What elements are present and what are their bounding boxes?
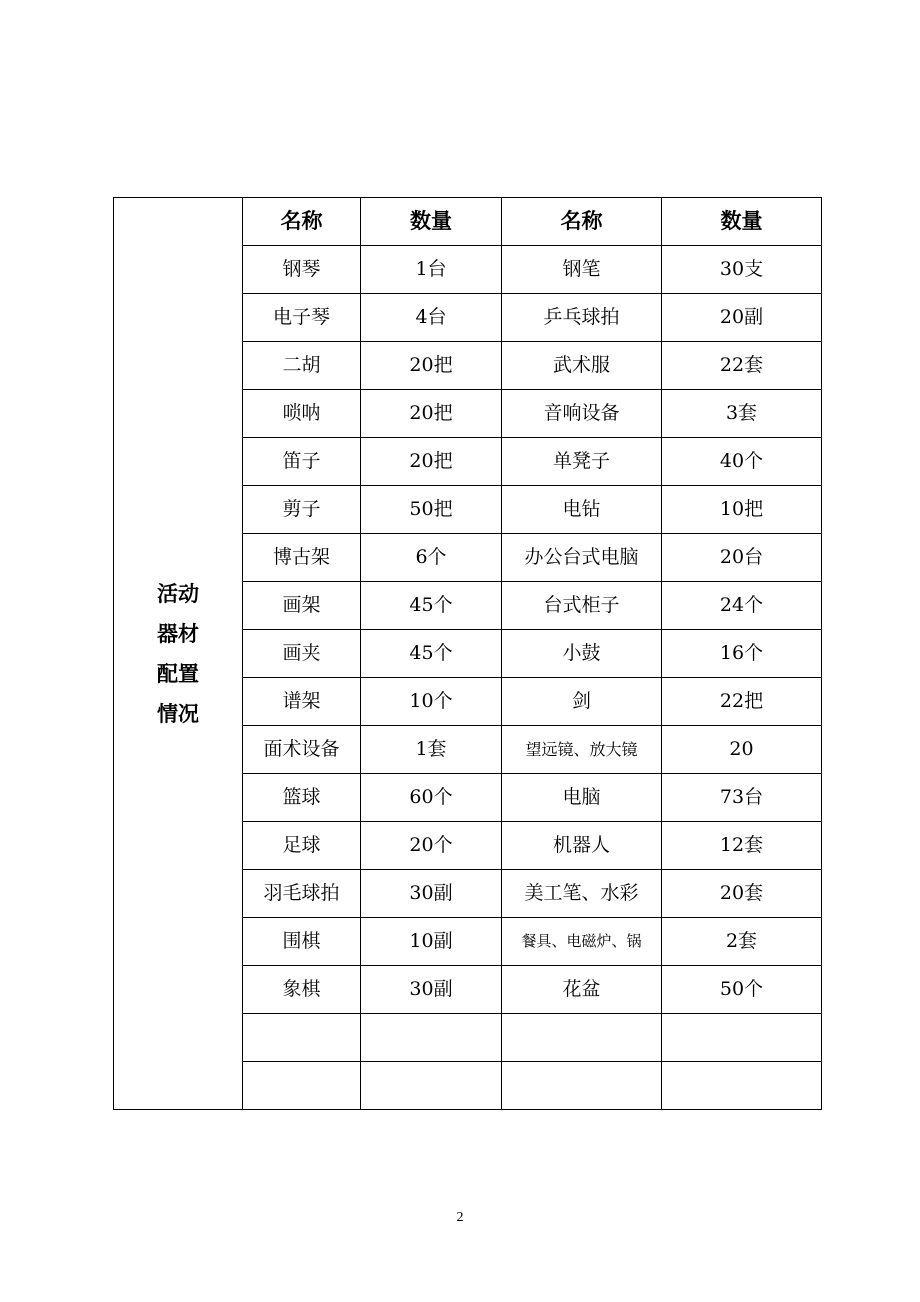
item-quantity-right: 16个: [662, 630, 822, 678]
item-name-left: 谱架: [243, 678, 361, 726]
equipment-table: [113, 197, 822, 1110]
item-quantity-left: [361, 1014, 502, 1062]
item-quantity-right: [662, 1062, 822, 1110]
item-name-right: 音响设备: [502, 390, 662, 438]
item-name-left: 画架: [243, 582, 361, 630]
item-quantity-left: 30副: [361, 966, 502, 1014]
item-name-right: 电钻: [502, 486, 662, 534]
item-quantity-left: 20把: [361, 342, 502, 390]
item-quantity-right: 10把: [662, 486, 822, 534]
item-quantity-left: 6个: [361, 534, 502, 582]
item-name-right: 单凳子: [502, 438, 662, 486]
item-name-right: 办公台式电脑: [502, 534, 662, 582]
item-quantity-left: 10个: [361, 678, 502, 726]
item-name-right: 台式柜子: [502, 582, 662, 630]
item-quantity-left: [361, 1062, 502, 1110]
item-quantity-left: 20把: [361, 438, 502, 486]
section-label-line: 活动: [157, 581, 199, 606]
item-name-right: 电脑: [502, 774, 662, 822]
item-quantity-right: 2套: [662, 918, 822, 966]
item-name-left: 博古架: [243, 534, 361, 582]
item-quantity-left: 45个: [361, 582, 502, 630]
item-quantity-left: 20个: [361, 822, 502, 870]
section-label-line: 器材: [157, 621, 199, 646]
item-name-right: [502, 1014, 662, 1062]
header-row: [114, 198, 822, 246]
item-name-right: 美工笔、水彩: [502, 870, 662, 918]
item-name-left: 羽毛球拍: [243, 870, 361, 918]
item-name-right: 望远镜、放大镜: [502, 726, 662, 774]
item-name-left: 笛子: [243, 438, 361, 486]
item-name-left: 足球: [243, 822, 361, 870]
item-quantity-right: 20台: [662, 534, 822, 582]
item-name-left: 钢琴: [243, 246, 361, 294]
item-quantity-right: 3套: [662, 390, 822, 438]
item-quantity-left: 4台: [361, 294, 502, 342]
item-quantity-right: 20: [662, 726, 822, 774]
item-quantity-left: 20把: [361, 390, 502, 438]
item-quantity-left: 45个: [361, 630, 502, 678]
item-name-right: 乒乓球拍: [502, 294, 662, 342]
item-quantity-right: [662, 1014, 822, 1062]
item-name-right: 武术服: [502, 342, 662, 390]
item-quantity-left: 60个: [361, 774, 502, 822]
item-quantity-left: 1套: [361, 726, 502, 774]
item-name-left: [243, 1014, 361, 1062]
item-name-right: [502, 1062, 662, 1110]
item-quantity-left: 10副: [361, 918, 502, 966]
header-quantity-2: 数量: [662, 198, 822, 246]
item-quantity-right: 20副: [662, 294, 822, 342]
item-name-left: 唢呐: [243, 390, 361, 438]
section-label-line: 情况: [157, 701, 199, 726]
header-name-2: 名称: [502, 198, 662, 246]
item-name-left: 象棋: [243, 966, 361, 1014]
item-name-left: 剪子: [243, 486, 361, 534]
item-name-right: 餐具、电磁炉、锅: [502, 918, 662, 966]
item-quantity-right: 22把: [662, 678, 822, 726]
header-quantity-1: 数量: [361, 198, 502, 246]
header-name-1: 名称: [243, 198, 361, 246]
item-name-left: 画夹: [243, 630, 361, 678]
item-name-left: 电子琴: [243, 294, 361, 342]
item-name-right: 小鼓: [502, 630, 662, 678]
item-quantity-right: 20套: [662, 870, 822, 918]
page-number: 2: [456, 1210, 464, 1225]
section-label-line: 配置: [157, 661, 199, 686]
item-name-right: 剑: [502, 678, 662, 726]
item-name-right: 钢笔: [502, 246, 662, 294]
item-name-left: 二胡: [243, 342, 361, 390]
section-label: [114, 198, 243, 1110]
item-quantity-left: 30副: [361, 870, 502, 918]
item-quantity-right: 12套: [662, 822, 822, 870]
item-name-right: 花盆: [502, 966, 662, 1014]
item-name-left: [243, 1062, 361, 1110]
item-name-left: 面术设备: [243, 726, 361, 774]
item-quantity-right: 50个: [662, 966, 822, 1014]
item-name-left: 围棋: [243, 918, 361, 966]
item-quantity-right: 73台: [662, 774, 822, 822]
item-quantity-right: 30支: [662, 246, 822, 294]
item-quantity-right: 22套: [662, 342, 822, 390]
item-quantity-right: 24个: [662, 582, 822, 630]
item-quantity-left: 50把: [361, 486, 502, 534]
item-quantity-right: 40个: [662, 438, 822, 486]
item-quantity-left: 1台: [361, 246, 502, 294]
item-name-right: 机器人: [502, 822, 662, 870]
item-name-left: 篮球: [243, 774, 361, 822]
